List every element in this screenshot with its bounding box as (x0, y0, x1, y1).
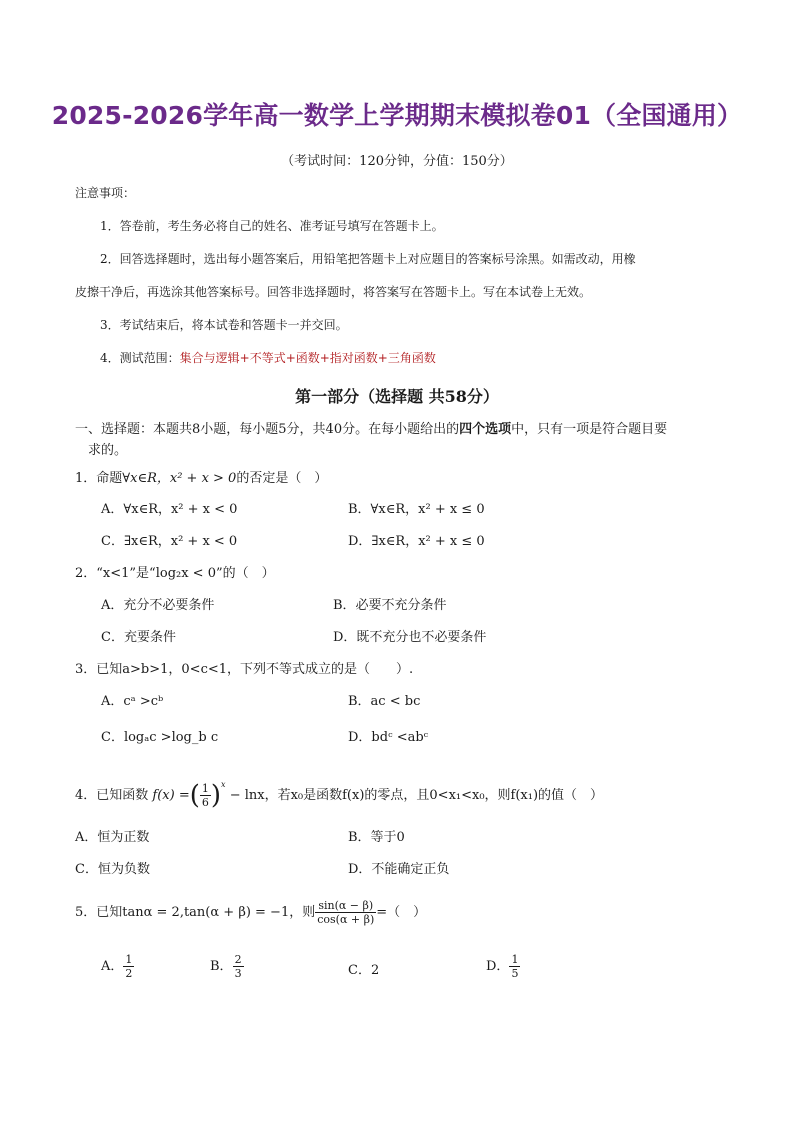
q1-option-a: A．∀x∈R，x² + x < 0 (101, 502, 238, 517)
q5-option-d (486, 952, 520, 982)
q1-stem-math: ∀x∈R，x² + x > 0 (122, 471, 237, 486)
notice-item-2b: 皮擦干净后，再选涂其他答案标号。回答非选择题时，将答案写在答题卡上。写在本试卷上无效。 (75, 285, 592, 299)
notice-item-3: 3．考试结束后，将本试卷和答题卡一并交回。 (100, 318, 348, 332)
q4-option-a: A．恒为正数 (75, 830, 150, 845)
instruction-bold: 四个选项 (459, 422, 512, 437)
page-title: 2025-2026学年高一数学上学期期末模拟卷01（全国通用） (51, 101, 743, 130)
q1-option-c: C．∃x∈R，x² + x < 0 (101, 534, 238, 549)
q5-d-den: 5 (511, 967, 519, 980)
test-range: 集合与逻辑+不等式+函数+指对函数+三角函数 (179, 351, 436, 365)
q2-option-b: B．必要不充分条件 (333, 598, 447, 613)
q5-stem-a: 5．已知tanα = 2,tan(α + β) = −1，则 (75, 905, 316, 920)
instruction-line-1 (75, 418, 667, 437)
q3-option-b: B．ac < bc (348, 694, 421, 709)
q3-option-c: C．logₐc >log_b c (101, 730, 219, 745)
q5-stem-b: =（ ） (376, 905, 427, 920)
instruction-line-2: 求的。 (88, 443, 128, 458)
q4-stem (75, 768, 603, 813)
q5-option-a (101, 952, 134, 982)
q5-option-a-label: A． (101, 959, 124, 974)
section-title: 第一部分（选择题 共58分） (295, 387, 499, 406)
q4-option-b: B．等于0 (348, 830, 405, 845)
q5-option-d-frac (509, 953, 520, 980)
q5-stem (75, 896, 426, 930)
q1-option-b: B．∀x∈R，x² + x ≤ 0 (348, 502, 485, 517)
q1-option-d: D．∃x∈R，x² + x ≤ 0 (348, 534, 485, 549)
q4-fx: f(x) = (152, 788, 190, 803)
q4-stem-b: − lnx，若x₀是函数f(x)的零点，且0<x₁<x₀，则f(x₁)的值（ ） (225, 788, 604, 803)
q2-option-d: D．既不充分也不必要条件 (333, 630, 487, 645)
notice-heading: 注意事项： (75, 186, 136, 200)
q2-option-c: C．充要条件 (101, 630, 176, 645)
instruction-text-b: 中，只有一项是符合题目要 (511, 422, 668, 437)
q4-frac-den: 6 (201, 796, 209, 809)
q1-stem (75, 467, 327, 486)
q3-option-a: A．cᵃ >cᵇ (101, 694, 164, 709)
notice-item-2a: 2．回答选择题时，选出每小题答案后，用铅笔把答题卡上对应题目的答案标号涂黑。如需改动，用橡 (100, 252, 636, 266)
q5-option-a-frac (123, 953, 134, 980)
q4-stem-a: 4．已知函数 (75, 788, 149, 803)
q4-exponent: x (221, 780, 226, 789)
q3-option-d: D．bdᶜ <abᶜ (348, 730, 429, 745)
q4-fraction (200, 782, 211, 809)
q4-paren-close: ) (210, 780, 222, 811)
q4-option-c: C．恒为负数 (75, 862, 150, 877)
q5-option-b-label: B． (210, 959, 233, 974)
instruction-text-a: 一、选择题：本题共8小题，每小题5分，共40分。在每小题给出的 (75, 422, 460, 437)
q4-paren-open: ( (189, 780, 200, 811)
q5-b-num: 2 (234, 953, 242, 966)
notice-item-1: 1．答卷前，考生务必将自己的姓名、准考证号填写在答题卡上。 (100, 219, 444, 233)
q5-a-den: 2 (125, 967, 133, 980)
q5-d-num: 1 (511, 953, 519, 966)
q4-option-d: D．不能确定正负 (348, 862, 450, 877)
q5-b-den: 3 (234, 967, 242, 980)
q5-frac-num: sin(α − β) (315, 899, 376, 913)
q1-stem-b: 的否定是（ ） (236, 471, 328, 486)
q3-stem: 3．已知a>b>1，0<c<1，下列不等式成立的是（ ）. (75, 662, 414, 677)
q5-option-c: C．2 (348, 963, 380, 978)
q5-option-d-label: D． (486, 959, 510, 974)
q5-a-num: 1 (125, 953, 133, 966)
notice-item-4 (100, 349, 436, 366)
q5-option-b (210, 952, 244, 982)
q5-frac-den: cos(α + β) (317, 913, 375, 926)
q5-option-b-frac (233, 953, 244, 980)
q2-option-a: A．充分不必要条件 (101, 598, 215, 613)
notice-item-4-label: 4．测试范围： (100, 351, 180, 365)
q4-frac-num: 1 (201, 782, 209, 795)
q5-fraction (315, 899, 376, 926)
q1-stem-a: 1．命题 (75, 471, 123, 486)
exam-info: （考试时间：120分钟，分值：150分） (281, 154, 513, 169)
q2-stem: 2．“x<1”是“log₂x < 0”的（ ） (75, 566, 275, 581)
